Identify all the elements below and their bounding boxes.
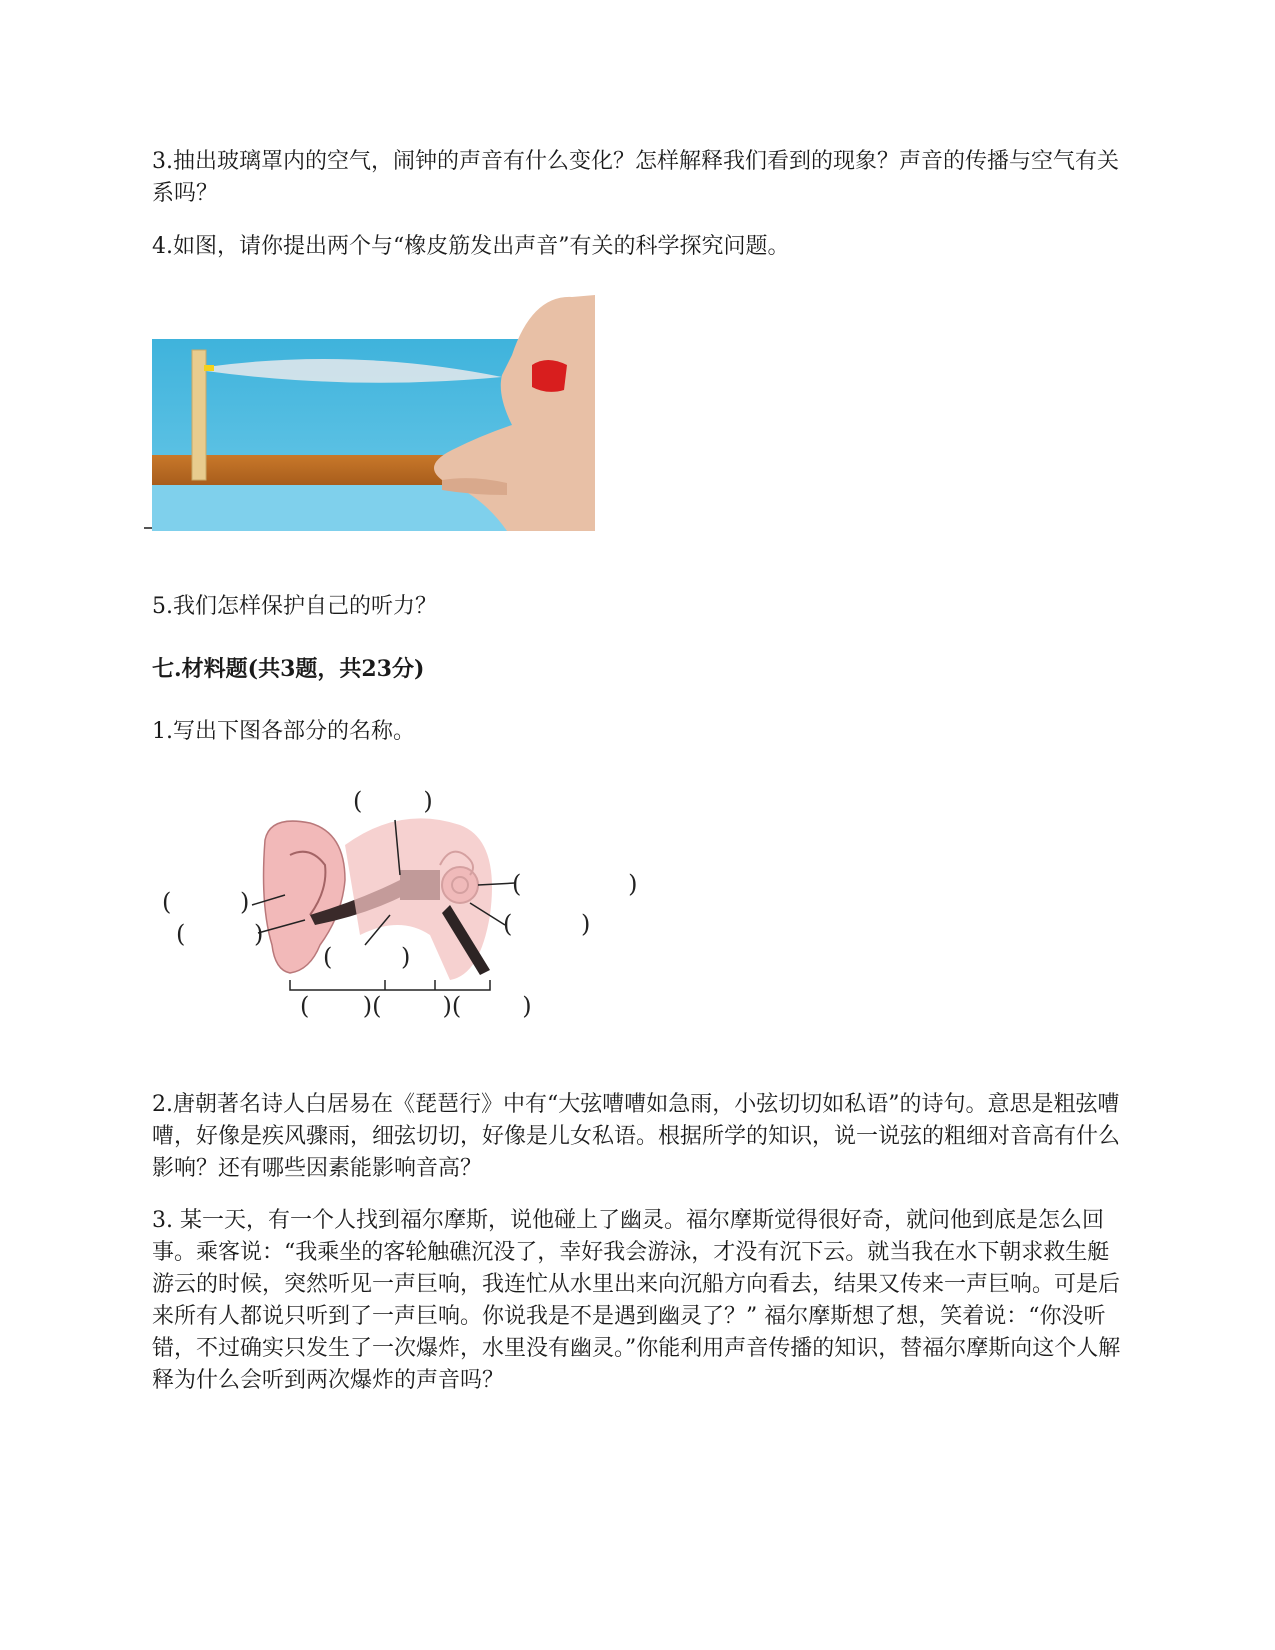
ear-anatomy-diagram [160, 785, 638, 1025]
ear-blank-center: ( ) [323, 943, 411, 971]
section-7-question-2: 2.唐朝著名诗人白居易在《琵琶行》中有“大弦嘈嘈如急雨，小弦切切如私语”的诗句。意思是粗弦嘈嘈，好像是疾风骤雨，细弦切切，好像是儿女私语。根据所学的知识，说一说弦的粗细对音高有什么影响？还有哪些因素能影响音高？ [152, 1092, 1121, 1181]
question-3-text: 3.抽出玻璃罩内的空气，闹钟的声音有什么变化？怎样解释我们看到的现象？声音的传播与空气有关系吗？ [152, 149, 1119, 206]
ear-blank-right-upper: ( ) [512, 870, 638, 898]
rubber-band-photo [152, 295, 595, 531]
ear-blank-right-lower: ( ) [503, 910, 591, 938]
question-4-text: 4.如图，请你提出两个与“橡皮筋发出声音”有关的科学探究问题。 [152, 234, 790, 259]
section-7-heading: 七.材料题(共3题，共23分) [152, 656, 425, 682]
section-7-question-3: 3. 某一天，有一个人找到福尔摩斯，说他碰上了幽灵。福尔摩斯觉得很好奇，就问他到底是怎么回事。乘客说：“我乘坐的客轮触礁沉没了，幸好我会游泳，才没有沉下云。就当我在水下朝求救生艇游云的时候，突然听见一声巨响，我连忙从水里出来向沉船方向看去，结果又传来一声巨响。可是后来所有人都说只听到了一声巨响。你说我是不是遇到幽灵了？” 福尔摩斯想了想，笑着说：“你没听错，不过确实只发生了一次爆炸，水里没有幽灵。”你能利用声音传播的知识，替福尔摩斯向这个人解释为什么会听到两次爆炸的声音吗？ [152, 1208, 1121, 1393]
photo-marker [144, 527, 152, 529]
ear-blank-left-upper: ( ) [162, 888, 250, 916]
section-7-question-1: 1.写出下图各部分的名称。 [152, 719, 415, 744]
ear-blank-top: ( ) [353, 787, 433, 815]
question-5-text: 5.我们怎样保护自己的听力？ [152, 594, 437, 619]
ear-blank-left-lower: ( ) [176, 920, 264, 948]
ear-blank-bottom-row: ( )( )( ) [300, 992, 532, 1020]
